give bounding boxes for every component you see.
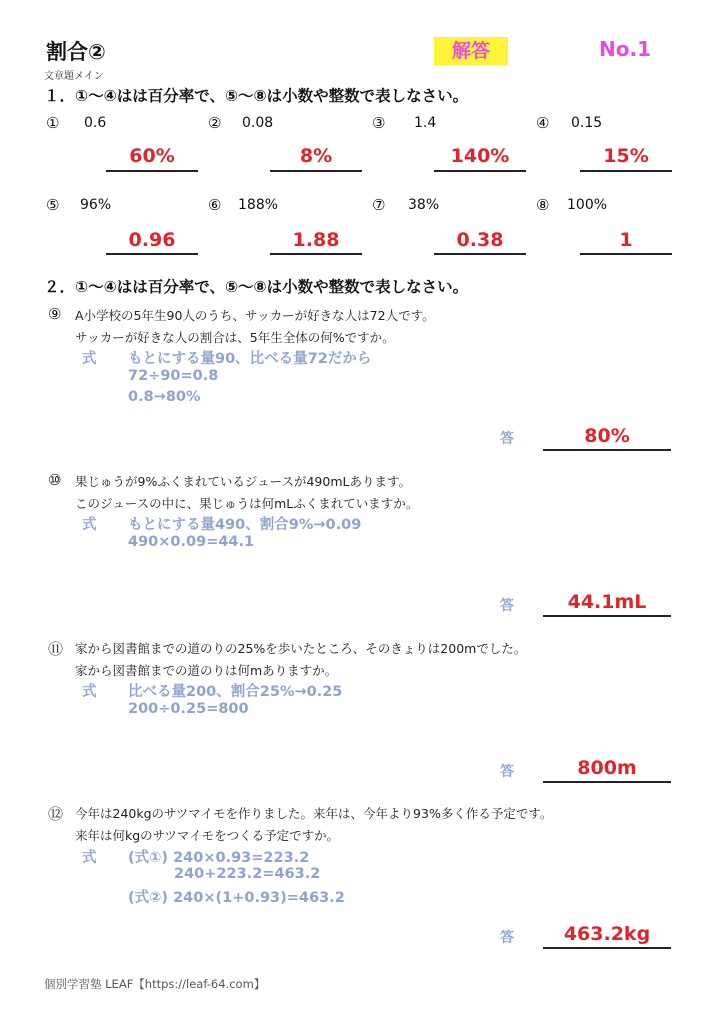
q8-answer: 1 <box>619 229 633 251</box>
q7-value: 38% <box>408 197 440 213</box>
problem-10-text-line-1: 果じゅうが9%ふくまれているジュースが490mLあります。 <box>75 474 411 489</box>
problem-11-work-label: 式 <box>82 684 97 700</box>
q6-number: ⑥ <box>208 196 222 214</box>
q6-value: 188% <box>238 197 279 213</box>
q3-number: ③ <box>372 114 386 132</box>
section-2-heading: ２．①～④はは百分率で、⑤～⑧は小数や整数で表しなさい。 <box>44 278 469 296</box>
q8-answer-line <box>580 253 672 255</box>
problem-10-work-line-1: もとにする量490、割合9%→0.09 <box>128 517 362 533</box>
q5-answer-line <box>106 253 198 255</box>
problem-11-work-line-2: 200÷0.25=800 <box>128 701 249 717</box>
problem-12-work-line-1: (式①) 240×0.93=223.2 <box>128 850 310 866</box>
problem-11-answer-label: 答 <box>500 764 514 780</box>
q3-answer-line <box>434 170 526 172</box>
q7-answer: 0.38 <box>456 229 504 251</box>
q8-value: 100% <box>567 197 608 213</box>
problem-12-text-line-1: 今年は240kgのサツマイモを作りました。来年は、今年より93%多く作る予定です。 <box>75 806 553 821</box>
problem-12-work-line-3: (式②) 240×(1+0.93)=463.2 <box>128 890 345 906</box>
problem-11-text-line-1: 家から図書館までの道のりの25%を歩いたところ、そのきょりは200mでした。 <box>75 641 527 656</box>
q7-number: ⑦ <box>372 196 386 214</box>
q5-value: 96% <box>80 197 112 213</box>
q1-value: 0.6 <box>84 115 107 131</box>
problem-9-text-line-1: A小学校の5年生90人のうち、サッカーが好きな人は72人です。 <box>75 308 435 323</box>
q5-number: ⑤ <box>46 196 60 214</box>
problem-11-work-line-1: 比べる量200、割合25%→0.25 <box>128 684 343 700</box>
q3-value: 1.4 <box>414 115 437 131</box>
q4-value: 0.15 <box>571 115 603 131</box>
q6-answer: 1.88 <box>292 229 340 251</box>
q7-answer-line <box>434 253 526 255</box>
problem-11-answer: 800m <box>577 757 637 779</box>
footer-credit: 個別学習塾 LEAF【https://leaf-64.com】 <box>44 977 266 991</box>
problem-12-text-line-2: 来年は何kgのサツマイモをつくる予定ですか。 <box>75 828 340 843</box>
q2-answer: 8% <box>299 145 333 167</box>
q8-number: ⑧ <box>536 196 550 214</box>
problem-9-answer-label: 答 <box>500 431 514 447</box>
problem-12-work-line-2: 240+223.2=463.2 <box>174 866 321 882</box>
q5-answer: 0.96 <box>128 229 176 251</box>
q4-number: ④ <box>536 114 550 132</box>
problem-11-answer-line <box>543 781 671 783</box>
q2-number: ② <box>208 114 222 132</box>
q6-answer-line <box>270 253 362 255</box>
section-1-heading: １．①～④はは百分率で、⑤～⑧は小数や整数で表しなさい。 <box>44 87 469 105</box>
q3-answer: 140% <box>450 145 510 167</box>
problem-11-text-line-2: 家から図書館までの道のりは何mありますか。 <box>75 663 338 678</box>
problem-9-work-line-1: もとにする量90、比べる量72だから <box>128 351 372 367</box>
problem-9-work-line-3: 0.8→80% <box>128 389 201 405</box>
problem-12-answer-line <box>543 947 671 949</box>
problem-12-answer: 463.2kg <box>563 923 651 945</box>
q2-value: 0.08 <box>242 115 274 131</box>
problem-9-work-label: 式 <box>82 351 97 367</box>
problem-9-number: ⑨ <box>48 305 62 323</box>
q1-number: ① <box>46 114 60 132</box>
problem-11-number: ⑪ <box>48 640 64 658</box>
problem-10-answer-label: 答 <box>500 598 514 614</box>
problem-12-work-label: 式 <box>82 850 97 866</box>
problem-10-work-label: 式 <box>82 517 97 533</box>
problem-10-answer-line <box>543 615 671 617</box>
problem-9-answer: 80% <box>584 425 630 447</box>
problem-10-number: ⑩ <box>48 471 62 489</box>
sheet-number: No.1 <box>599 37 651 61</box>
q4-answer-line <box>580 170 672 172</box>
worksheet-subtitle: 文章題メイン <box>44 71 104 82</box>
q4-answer: 15% <box>603 145 649 167</box>
problem-10-answer: 44.1mL <box>567 591 647 613</box>
worksheet-title: 割合② <box>46 40 106 64</box>
problem-10-work-line-2: 490×0.09=44.1 <box>128 534 255 550</box>
problem-9-text-line-2: サッカーが好きな人の割合は、5年生全体の何%ですか。 <box>75 330 395 345</box>
problem-10-text-line-2: このジュースの中に、果じゅうは何mLふくまれていますか。 <box>75 496 419 511</box>
problem-9-answer-line <box>543 449 671 451</box>
q1-answer-line <box>106 170 198 172</box>
problem-12-number: ⑫ <box>48 805 64 823</box>
answer-badge: 解答 <box>434 37 508 65</box>
q2-answer-line <box>270 170 362 172</box>
problem-12-answer-label: 答 <box>500 930 514 946</box>
q1-answer: 60% <box>129 145 175 167</box>
problem-9-work-line-2: 72÷90=0.8 <box>128 368 219 384</box>
